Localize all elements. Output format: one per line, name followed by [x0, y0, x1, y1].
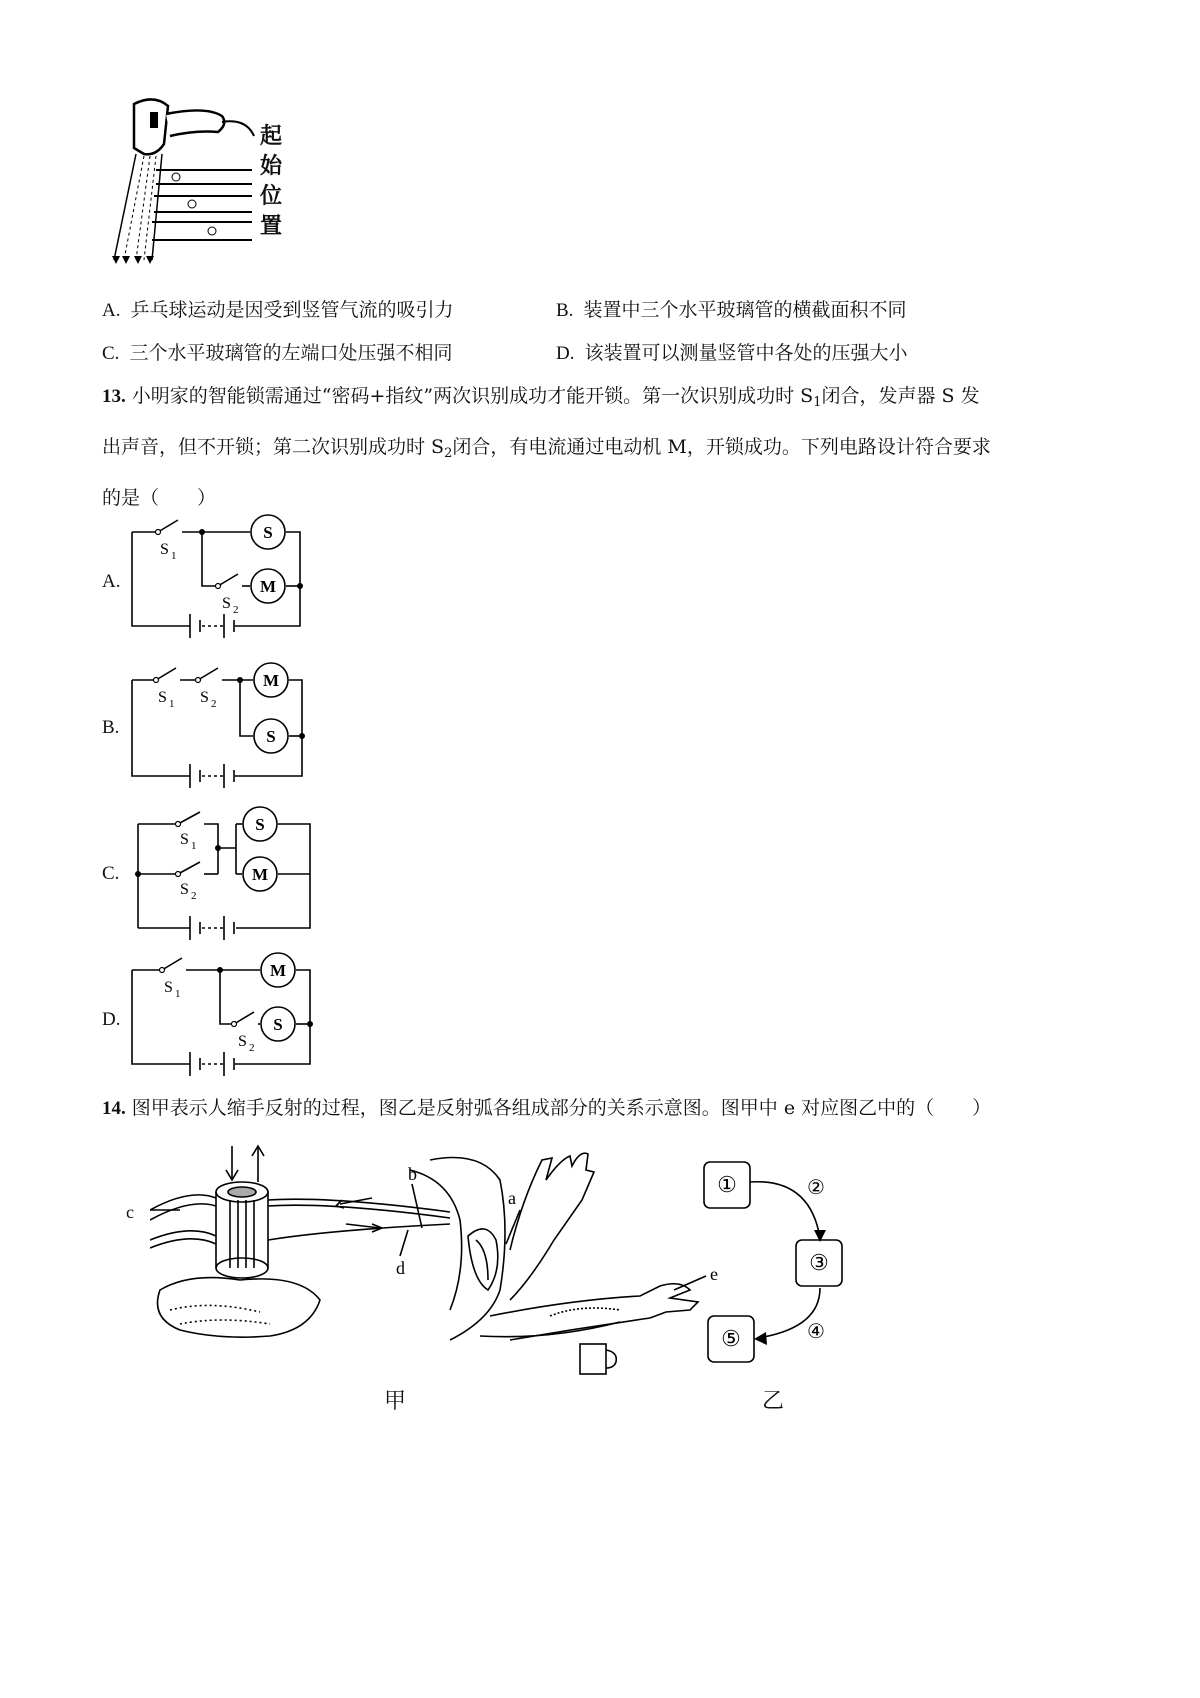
- switch-1-label: S: [158, 689, 167, 706]
- question-number: 14.: [102, 1098, 126, 1119]
- motor-label: M: [259, 577, 277, 596]
- q13-line-2: [102, 425, 1112, 476]
- option-text: 乒乓球运动是因受到竖管气流的吸引力: [130, 299, 454, 321]
- q13-line-1: [102, 374, 1112, 425]
- label-e: e: [710, 1264, 718, 1284]
- q14-question: [102, 1086, 1112, 1131]
- fig-yi-caption: 乙: [762, 1389, 785, 1414]
- speaker-label: S: [266, 727, 276, 746]
- arrow-label-4: ④: [807, 1321, 825, 1343]
- label-c: c: [126, 1202, 134, 1222]
- q13-line-3: 的是（ ）: [102, 487, 217, 509]
- q13-sub-2: 2: [444, 446, 453, 461]
- circuit-d[interactable]: [120, 948, 320, 1078]
- q12-option-d[interactable]: [556, 341, 908, 366]
- side-label-char: 起: [259, 124, 282, 149]
- q13-option-a-letter[interactable]: A.: [102, 571, 121, 592]
- label-b: b: [408, 1164, 417, 1184]
- side-label-char: 置: [259, 214, 282, 239]
- q13-option-d-letter[interactable]: D.: [102, 1009, 121, 1030]
- switch-1-sub: 1: [175, 988, 181, 1000]
- circuit-b[interactable]: [120, 658, 320, 788]
- option-text: 该装置可以测量竖管中各处的压强大小: [584, 342, 908, 364]
- switch-1-sub: 1: [169, 698, 175, 710]
- switch-1-sub: 1: [171, 550, 177, 562]
- switch-2-label: S: [200, 689, 209, 706]
- switch-2-sub: 2: [249, 1042, 255, 1054]
- question-number: 13.: [102, 386, 126, 407]
- option-letter: C.: [102, 343, 120, 364]
- label-d: d: [396, 1258, 405, 1278]
- q13-text-1: 小明家的智能锁需通过“密码+指纹”两次识别成功才能开锁。第一次识别成功时 S: [131, 385, 814, 407]
- speaker-label: S: [273, 1015, 283, 1034]
- side-label-char: 位: [259, 184, 282, 209]
- q14-text: 图甲表示人缩手反射的过程，图乙是反射弧各组成部分的关系示意图。图甲中 e 对应图乙中的（ ）: [131, 1097, 992, 1119]
- circuit-a[interactable]: [120, 510, 320, 640]
- fig-jia-caption: 甲: [384, 1389, 407, 1414]
- node-3: ③: [809, 1250, 829, 1275]
- node-5: ⑤: [721, 1326, 741, 1351]
- motor-label: M: [269, 961, 287, 980]
- q13-text-2b: 闭合，有电流通过电动机 M，开锁成功。下列电路设计符合要求: [452, 436, 991, 458]
- node-1: ①: [717, 1172, 737, 1197]
- q13-option-b-letter[interactable]: B.: [102, 717, 120, 738]
- fig-jia-reflex-drawing: [150, 1140, 730, 1380]
- switch-1-sub: 1: [191, 840, 197, 852]
- q13-sub-1: 1: [813, 395, 822, 410]
- option-text: 装置中三个水平玻璃管的横截面积不同: [583, 299, 907, 321]
- q13-option-c-letter[interactable]: C.: [102, 863, 120, 884]
- option-letter: D.: [556, 343, 575, 364]
- q12-option-b[interactable]: [556, 298, 906, 323]
- switch-2-sub: 2: [233, 604, 239, 616]
- q12-option-c[interactable]: [102, 341, 452, 366]
- q13-question: [102, 374, 1112, 520]
- circuit-c[interactable]: [120, 800, 330, 940]
- switch-2-label: S: [238, 1033, 247, 1050]
- q12-option-a[interactable]: [102, 298, 454, 323]
- option-letter: B.: [556, 300, 574, 321]
- switch-2-sub: 2: [211, 698, 217, 710]
- switch-1-label: S: [180, 831, 189, 848]
- option-letter: A.: [102, 300, 121, 321]
- q13-text-1b: 闭合，发声器 S 发: [821, 385, 980, 407]
- option-text: 三个水平玻璃管的左端口处压强不相同: [129, 342, 453, 364]
- fig-yi-flowchart: [700, 1150, 920, 1380]
- q12-figure: [96, 92, 316, 272]
- speaker-label: S: [255, 815, 265, 834]
- motor-label: M: [251, 865, 269, 884]
- switch-2-label: S: [180, 881, 189, 898]
- motor-label: M: [262, 671, 280, 690]
- switch-1-label: S: [164, 979, 173, 996]
- switch-2-label: S: [222, 595, 231, 612]
- speaker-label: S: [263, 523, 273, 542]
- switch-1-label: S: [160, 541, 169, 558]
- arrow-label-2: ②: [807, 1177, 825, 1199]
- switch-2-sub: 2: [191, 890, 197, 902]
- q13-text-2: 出声音，但不开锁；第二次识别成功时 S: [102, 436, 445, 458]
- side-label-char: 始: [259, 154, 282, 179]
- label-a: a: [508, 1188, 516, 1208]
- q12-side-label: [256, 122, 286, 242]
